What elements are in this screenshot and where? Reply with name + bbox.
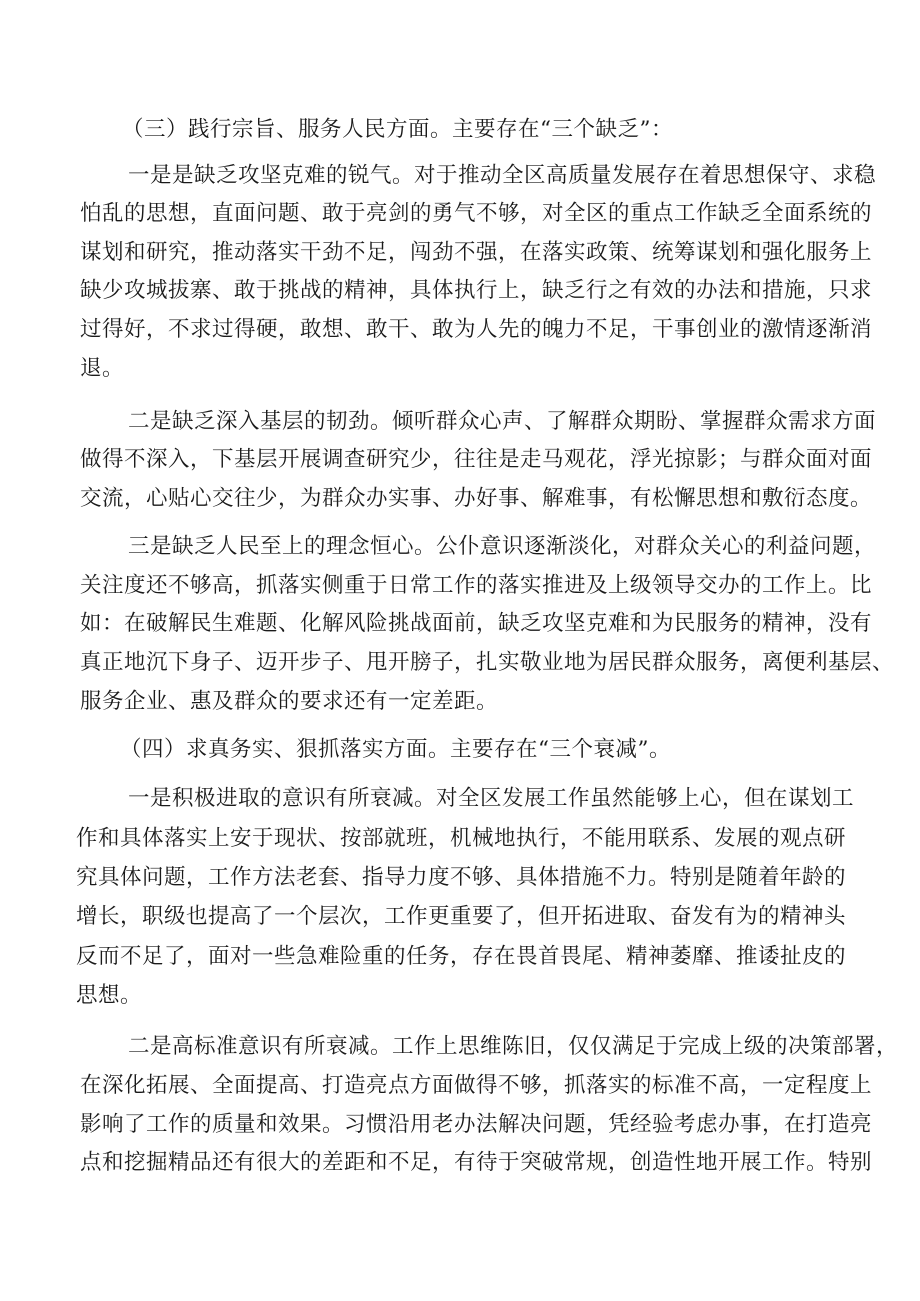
paragraph-line: 服务企业、惠及群众的要求还有一定差距。	[80, 689, 499, 714]
paragraph-line: 关注度还不够高，抓落实侧重于日常工作的落实推进及上级领导交办的工作上。比	[80, 573, 873, 598]
paragraph-line: 二是高标准意识有所衰减。工作上思维陈旧，仅仅满足于完成上级的决策部署，	[128, 1034, 899, 1059]
paragraph-line: 思想。	[76, 983, 143, 1008]
paragraph-line: 反而不足了，面对一些急难险重的任务，存在畏首畏尾、精神萎靡、推诿扯皮的	[76, 944, 847, 969]
paragraph-line: 作和具体落实上安于现状、按部就班，机械地执行，不能用联系、发展的观点研	[76, 826, 847, 851]
paragraph-line: 一是积极进取的意识有所衰减。对全区发展工作虽然能够上心，但在谋划工	[128, 786, 855, 811]
paragraph-line: 二是缺乏深入基层的韧劲。倾听群众心声、了解群众期盼、掌握群众需求方面	[128, 409, 877, 434]
paragraph-line: 真正地沉下身子、迈开步子、甩开膀子，扎实敬业地为居民群众服务，离便利基层、	[80, 650, 895, 675]
paragraph-line: 三是缺乏人民至上的理念恒心。公仆意识逐渐淡化，对群众关心的利益问题，	[128, 534, 877, 559]
paragraph-line: 过得好，不求过得硬，敢想、敢干、敢为人先的魄力不足，干事创业的激情逐渐消	[80, 317, 873, 342]
section-heading-4: （四）求真务实、狠抓落实方面。主要存在“三个衰减”。	[120, 737, 671, 762]
paragraph-line: 增长，职级也提高了一个层次，工作更重要了，但开拓进取、奋发有为的精神头	[76, 904, 847, 929]
paragraph-line: 怕乱的思想，直面问题、敢于亮剑的勇气不够，对全区的重点工作缺乏全面系统的	[80, 201, 873, 226]
paragraph-line: 究具体问题，工作方法老套、指导力度不够、具体措施不力。特别是随着年龄的	[76, 865, 847, 890]
section-heading-3: （三）践行宗旨、服务人民方面。主要存在“三个缺乏”：	[122, 117, 673, 142]
paragraph-line: 缺少攻城拔寨、敢于挑战的精神，具体执行上，缺乏行之有效的办法和措施，只求	[80, 278, 873, 303]
paragraph-line: 在深化拓展、全面提高、打造亮点方面做得不够，抓落实的标准不高，一定程度上	[80, 1073, 873, 1098]
paragraph-line: 谋划和研究，推动落实干劲不足，闯劲不强，在落实政策、统筹谋划和强化服务上	[80, 240, 873, 265]
paragraph-line: 退。	[80, 356, 125, 381]
paragraph-line: 一是是缺乏攻坚克难的锐气。对于推动全区高质量发展存在着思想保守、求稳	[128, 163, 877, 188]
paragraph-line: 做得不深入，下基层开展调查研究少，往往是走马观花，浮光掠影；与群众面对面	[80, 447, 873, 472]
paragraph-line: 如：在破解民生难题、化解风险挑战面前，缺乏攻坚克难和为民服务的精神，没有	[80, 611, 873, 636]
paragraph-line: 点和挖掘精品还有很大的差距和不足，有待于突破常规，创造性地开展工作。特别	[80, 1150, 873, 1175]
paragraph-line: 交流，心贴心交往少，为群众办实事、办好事、解难事，有松懈思想和敷衍态度。	[80, 486, 873, 511]
paragraph-line: 影响了工作的质量和效果。习惯沿用老办法解决问题，凭经验考虑办事，在打造亮	[80, 1112, 873, 1137]
